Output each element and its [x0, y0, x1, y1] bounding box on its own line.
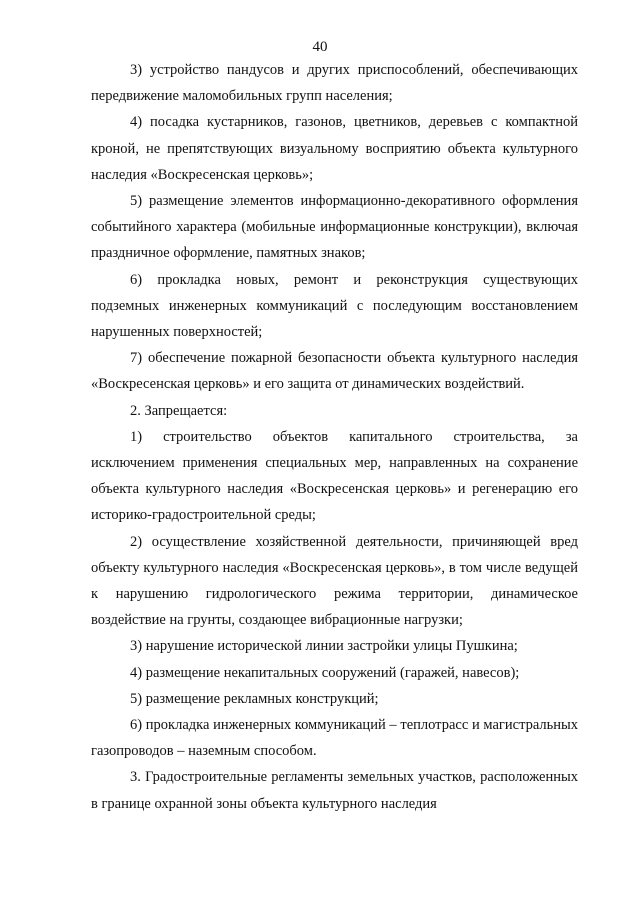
prohibited-item-6: 6) прокладка инженерных коммуникаций – теплотрасс и магистральных газопроводов – наземным способом. — [91, 717, 578, 760]
prohibited-item-5: 5) размещение рекламных конструкций; — [130, 690, 379, 707]
section-heading-prohibited: 2. Запрещается: — [130, 402, 228, 419]
prohibited-item-3: 3) нарушение исторической линии застройки улицы Пушкина; — [130, 638, 518, 655]
section-3-start: 3. Градостроительные регламенты земельных участков, расположенных в границе охранной зоны объекта культурного наследия — [91, 769, 578, 812]
paragraph-item-5: 5) размещение элементов информационно-декоративного оформления событийного характера (мобильные информационные конструкции), включая праздничное оформление, памятных знаков; — [91, 193, 578, 262]
body-text — [91, 57, 578, 817]
page-number: 40 — [312, 39, 328, 55]
paragraph-item-3: 3) устройство пандусов и других приспособлений, обеспечивающих передвижение маломобильных групп населения; — [91, 62, 578, 105]
paragraph-item-7: 7) обеспечение пожарной безопасности объекта культурного наследия «Воскресенская церковь» и его защита от динамических воздействий. — [91, 350, 578, 393]
paragraph-item-6: 6) прокладка новых, ремонт и реконструкция существующих подземных инженерных коммуникаций с последующим восстановлением нарушенных поверхностей; — [91, 271, 578, 341]
prohibited-item-2: 2) осуществление хозяйственной деятельности, причиняющей вред объекту культурного наследия «Воскресенская церковь», в том числе ведущей к нарушению гидрологического режима территории, динамическое воздействие на грунты, создающее вибрационные нагрузки; — [91, 533, 578, 629]
prohibited-item-4: 4) размещение некапитальных сооружений (гаражей, навесов); — [130, 664, 520, 681]
paragraph-item-4: 4) посадка кустарников, газонов, цветников, деревьев с компактной кроной, не препятствующих визуальному восприятию объекта культурного наследия «Воскресенская церковь»; — [91, 114, 578, 183]
prohibited-item-1: 1) строительство объектов капитального строительства, за исключением применения специальных мер, направленных на сохранение объекта культурного наследия «Воскресенская церковь» и регенерацию его историко-градостроительной среды; — [91, 428, 578, 524]
